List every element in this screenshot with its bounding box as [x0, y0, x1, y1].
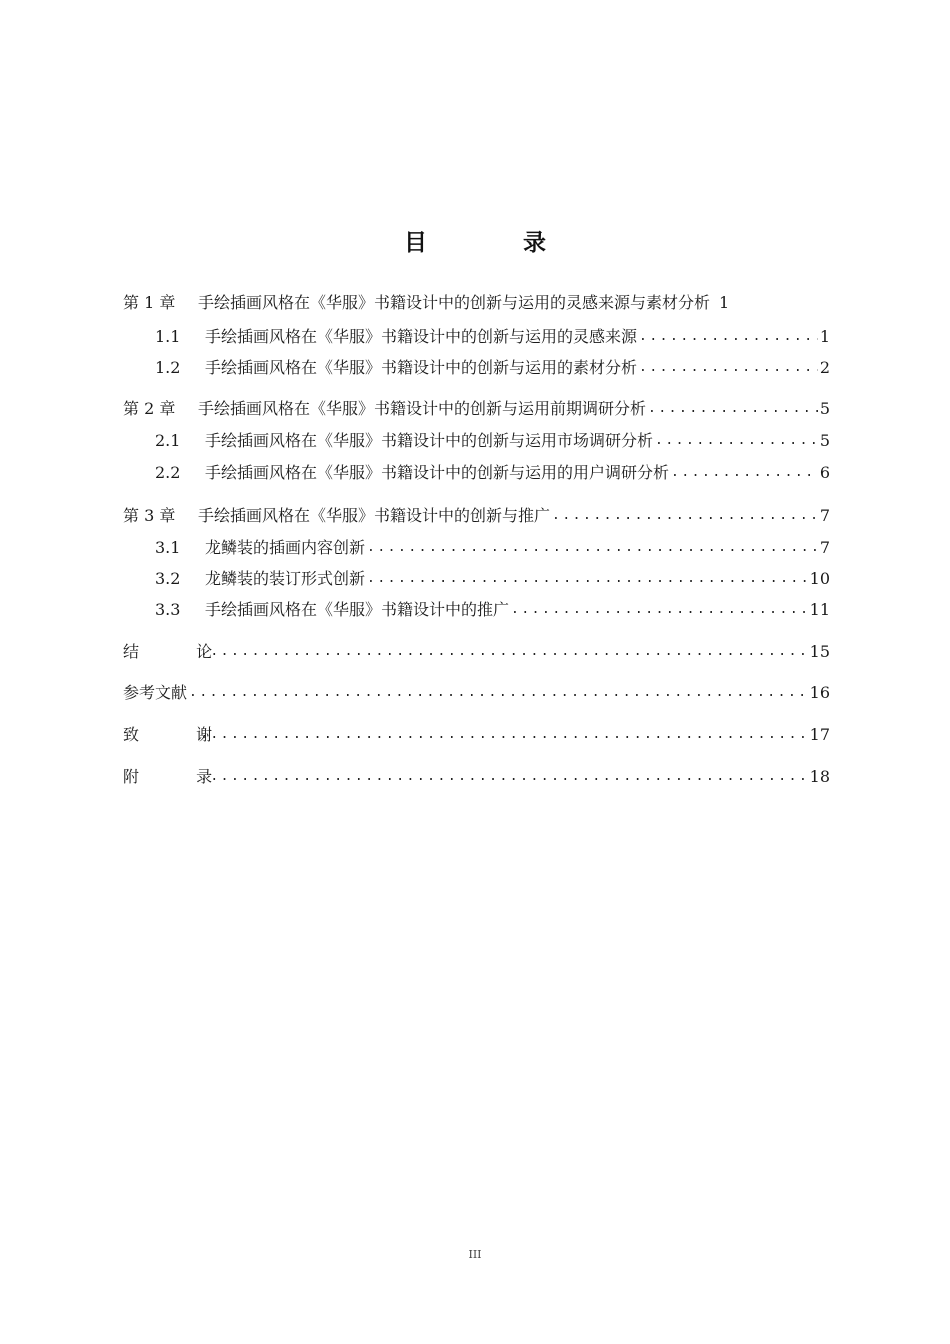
toc-entry-number: 2.1 — [155, 431, 181, 450]
toc-entry-title: 致 谢 — [123, 725, 239, 744]
toc-entry-title: 手绘插画风格在《华服》书籍设计中的创新与运用前期调研分析 — [198, 399, 647, 418]
toc-entry-number: 1.1 — [155, 327, 181, 346]
dot-leader — [367, 535, 818, 561]
toc-entry-page: 18 — [809, 767, 830, 786]
toc-entry-number: 3.2 — [155, 569, 181, 588]
toc-heading: 目 录 — [403, 230, 590, 256]
toc-entry-section-3-2[interactable] — [123, 566, 830, 592]
toc-entry-page: 7 — [819, 538, 830, 557]
toc-entry-title: 龙鳞装的插画内容创新 — [205, 538, 366, 557]
toc-entry-page: 1 — [719, 293, 730, 312]
toc-entry-number: 第 2 章 — [123, 399, 176, 418]
toc-entry-page: 15 — [809, 642, 830, 661]
toc-entry-title: 龙鳞装的装订形式创新 — [205, 569, 366, 588]
dot-leader — [200, 639, 808, 665]
toc-entry-page: 6 — [819, 463, 830, 482]
toc-entry-section-3-3[interactable] — [123, 597, 830, 623]
dot-leader — [639, 355, 818, 381]
dot-leader — [552, 503, 818, 529]
toc-entry-page: 5 — [819, 399, 830, 418]
page-number-footer: III — [468, 1248, 482, 1261]
dot-leader — [655, 428, 818, 454]
toc-entry-page: 10 — [809, 569, 830, 588]
toc-entry-chapter-3[interactable] — [123, 503, 830, 529]
toc-entry-chapter-2[interactable] — [123, 396, 830, 422]
dot-leader — [367, 566, 808, 592]
toc-entry-conclusion[interactable] — [123, 639, 830, 665]
toc-entry-number: 1.2 — [155, 358, 181, 377]
toc-entry-title: 结 论 — [123, 642, 239, 661]
toc-entry-title: 手绘插画风格在《华服》书籍设计中的推广 — [205, 600, 510, 619]
toc-entry-number: 3.3 — [155, 600, 181, 619]
toc-entry-number: 3.1 — [155, 538, 181, 557]
dot-leader — [511, 597, 808, 623]
toc-entry-acknowledgements[interactable] — [123, 722, 830, 748]
toc-entry-number: 第 3 章 — [123, 506, 176, 525]
dot-leader — [189, 680, 808, 706]
dot-leader — [639, 324, 818, 350]
toc-entry-number: 第 1 章 — [123, 293, 176, 312]
dot-leader — [200, 722, 808, 748]
toc-entry-page: 1 — [819, 327, 830, 346]
dot-leader — [648, 396, 818, 422]
toc-entry-chapter-1[interactable] — [123, 290, 830, 316]
toc-entry-page: 17 — [809, 725, 830, 744]
toc-entry-title: 附 录 — [123, 767, 239, 786]
toc-entry-page: 5 — [819, 431, 830, 450]
toc-entry-page: 2 — [819, 358, 830, 377]
toc-entry-title: 手绘插画风格在《华服》书籍设计中的创新与运用的灵感来源与素材分析 — [198, 293, 711, 312]
toc-entry-title: 手绘插画风格在《华服》书籍设计中的创新与运用的灵感来源 — [205, 327, 638, 346]
dot-leader — [671, 460, 818, 486]
toc-entry-title: 手绘插画风格在《华服》书籍设计中的创新与推广 — [198, 506, 551, 525]
toc-entry-title: 参考文献 — [123, 683, 188, 702]
toc-entry-section-3-1[interactable] — [123, 535, 830, 561]
toc-entry-number: 2.2 — [155, 463, 181, 482]
toc-entry-page: 11 — [809, 600, 830, 619]
toc-entry-page: 16 — [809, 683, 830, 702]
toc-entry-section-2-1[interactable] — [123, 428, 830, 454]
toc-entry-page: 7 — [819, 506, 830, 525]
toc-entry-title: 手绘插画风格在《华服》书籍设计中的创新与运用的用户调研分析 — [205, 463, 670, 482]
toc-entry-title: 手绘插画风格在《华服》书籍设计中的创新与运用的素材分析 — [205, 358, 638, 377]
toc-entry-section-1-2[interactable] — [123, 355, 830, 381]
toc-entry-appendix[interactable] — [123, 764, 830, 790]
toc-entry-section-2-2[interactable] — [123, 460, 830, 486]
toc-entry-section-1-1[interactable] — [123, 324, 830, 350]
toc-entry-title: 手绘插画风格在《华服》书籍设计中的创新与运用市场调研分析 — [205, 431, 654, 450]
toc-entry-references[interactable] — [123, 680, 830, 706]
dot-leader — [200, 764, 808, 790]
